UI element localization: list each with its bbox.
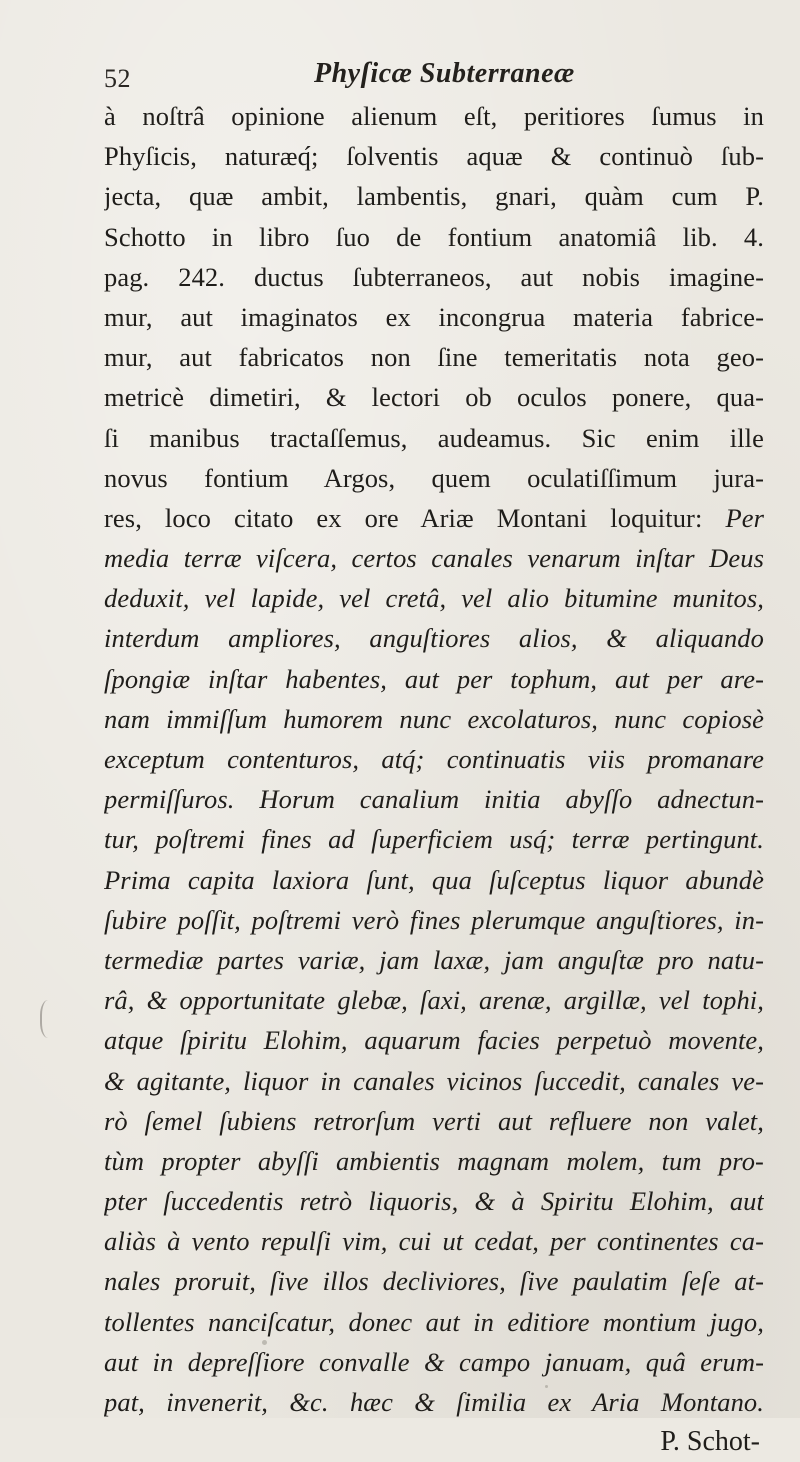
text-line-italic: deduxit, vel lapide, vel cretâ, vel alio bitumine munitos, [104, 583, 764, 614]
text-segment-italic: pat, invenerit, &c. hæc & ſimilia ex [104, 1387, 593, 1417]
text-line-italic: & agitante, liquor in canales vicinos ſuccedit, canales ve- [104, 1065, 764, 1096]
catchword: P. Schot- [660, 1426, 760, 1458]
body-text [104, 96, 764, 1462]
text-line: pag. 242. ductus ſubterraneos, aut nobis imagine- [104, 261, 764, 292]
text-line: novus fontium Argos, quem oculatiſſimum jura- [104, 462, 764, 493]
text-line-italic: ſpongiæ inſtar habentes, aut per tophum, aut per are- [104, 663, 764, 694]
text-line-italic: termediæ partes variæ, jam laxæ, jam anguſtæ pro natu- [104, 944, 764, 975]
running-head: Phyſicæ Subterraneæ [314, 58, 575, 89]
paper-speck [480, 1360, 484, 1364]
margin-mark [40, 1000, 60, 1038]
text-segment-italic: Per [725, 502, 764, 533]
paper-speck [262, 1340, 267, 1345]
text-line-italic: interdum ampliores, anguſtiores alios, & aliquando [104, 623, 764, 654]
text-line-italic: ſubire poſſit, poſtremi verò fines plerumque anguſtiores, in- [104, 904, 764, 935]
text-line-italic: media terræ viſcera, certos canales venarum inſtar Deus [104, 543, 764, 574]
text-line-italic: Prima capita laxiora ſunt, qua ſuſceptus liquor abundè [104, 864, 764, 895]
text-line-italic: nam immiſſum humorem nunc excolaturos, nunc copiosè [104, 703, 764, 734]
text-line-italic: atque ſpiritu Elohim, aquarum facies perpetuò movente, [104, 1025, 764, 1056]
text-line-italic: tur, poſtremi fines ad ſuperficiem usq́; terræ pertingunt. [104, 824, 764, 855]
text-line-italic: pter ſuccedentis retrò liquoris, & à Spiritu Elohim, aut [104, 1186, 764, 1217]
text-line-italic: rò ſemel ſubiens retrorſum verti aut refluere non valet, [104, 1105, 764, 1136]
text-line: mur, aut imaginatos ex incongrua materia fabrice- [104, 301, 764, 332]
text-line-italic: permiſſuros. Horum canalium initia abyſſo adnectun- [104, 784, 764, 815]
paper-speck [545, 1385, 548, 1388]
text-line-mixed [104, 498, 764, 538]
text-line-italic: tollentes nanciſcatur, donec aut in editiore montium jugo, [104, 1306, 764, 1337]
text-line: Schotto in libro ſuo de fontium anatomiâ lib. 4. [104, 221, 764, 252]
text-line-italic: nales proruit, ſive illos decliviores, ſive paulatim ſeſe at- [104, 1266, 764, 1297]
text-line-italic: exceptum contenturos, atq́; continuatis viis promanare [104, 744, 764, 774]
text-line-italic: râ, & opportunitate glebæ, ſaxi, arenæ, argillæ, vel tophi, [104, 985, 764, 1016]
text-line: à noſtrâ opinione alienum eſt, peritiores ſumus in [104, 101, 764, 131]
text-line-italic: aut in depreſſiore convalle & campo januam, quâ erum- [104, 1346, 764, 1377]
text-line: metricè dimetiri, & lectori ob oculos ponere, qua- [104, 382, 764, 413]
paper-speck [210, 1362, 213, 1365]
text-segment-italic: Aria Montano. [592, 1387, 764, 1417]
page-header [104, 54, 744, 94]
text-line: mur, aut fabricatos non ſine temeritatis nota geo- [104, 342, 764, 373]
text-line-italic: aliàs à vento repulſi vim, cui ut cedat, per continentes ca- [104, 1226, 764, 1257]
page-number: 52 [104, 64, 131, 93]
text-line-italic: tùm propter abyſſi ambientis magnam molem, tum pro- [104, 1145, 764, 1176]
text-line: Phyſicis, naturæq́; ſolventis aquæ & continuò ſub- [104, 141, 764, 172]
text-line: ſi manibus tractaſſemus, audeamus. Sic enim ille [104, 422, 764, 453]
text-line: jecta, quæ ambit, lambentis, gnari, quàm cum P. [104, 181, 764, 212]
text-segment-roman: res, loco citato ex ore Ariæ Montani loquitur: [104, 502, 726, 533]
text-line-mixed [104, 1382, 764, 1422]
